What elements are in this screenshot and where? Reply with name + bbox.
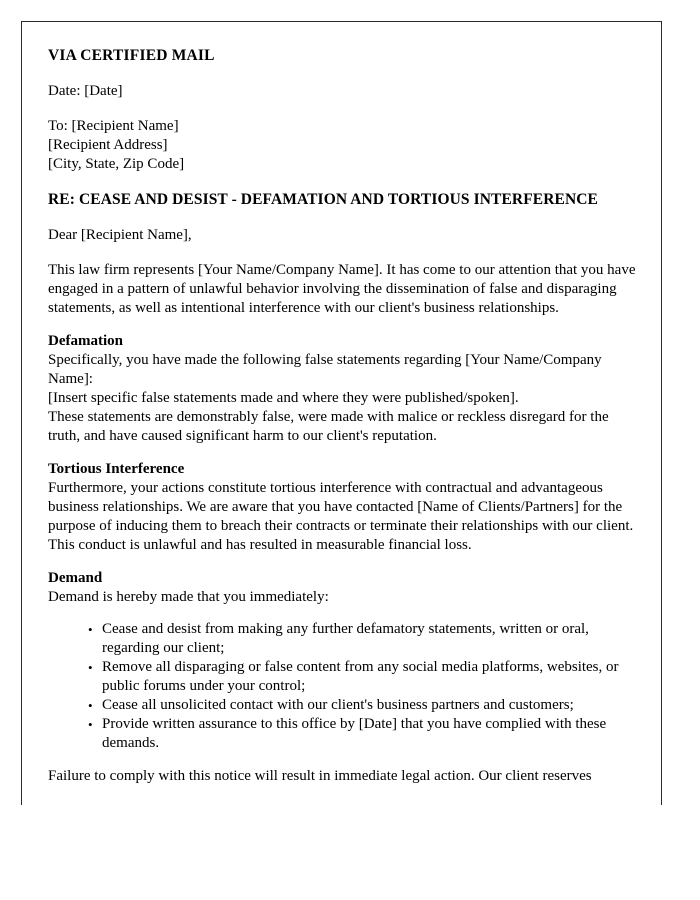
section-heading-tortious-interference: Tortious Interference: [48, 461, 185, 477]
closing-paragraph: Failure to comply with this notice will result in immediate legal action. Our client reserves: [48, 768, 592, 784]
date-line: Date: [Date]: [48, 83, 123, 99]
list-item: • Cease and desist from making any further defamatory statements, written or oral, regarding our client;: [88, 620, 636, 658]
delivery-method-heading: VIA CERTIFIED MAIL: [48, 47, 215, 64]
demand-list: [48, 620, 636, 753]
subject-re-line: RE: CEASE AND DESIST - DEFAMATION AND TORTIOUS INTERFERENCE: [48, 191, 598, 208]
section-body-defamation: Specifically, you have made the following false statements regarding [Your Name/Company Name]: [Insert specific false statements made and where they were published/spoken]. These statements are demonstrably false, were made with malice or reckless disregard for the truth, and have caused significant harm to our client's reputation.: [48, 352, 609, 444]
document-page: [21, 21, 662, 805]
recipient-address-block: [48, 117, 636, 174]
document-body: [48, 46, 636, 786]
list-item: • Cease all unsolicited contact with our client's business partners and customers;: [88, 696, 636, 715]
recipient-city-state-zip-line: [City, State, Zip Code]: [48, 156, 185, 172]
section-tortious-interference: [48, 460, 636, 555]
section-demand: [48, 569, 636, 607]
section-body-tortious-interference: Furthermore, your actions constitute tortious interference with contractual and advantageous business relationships. We are aware that you have contacted [Name of Clients/Partners] for the purpose of inducing them to breach their contracts or terminate their relationships with our client. This conduct is unlawful and has resulted in measurable financial loss.: [48, 480, 634, 553]
salutation-line: Dear [Recipient Name],: [48, 227, 192, 243]
list-item: • Remove all disparaging or false content from any social media platforms, websites, or public forums under your control;: [88, 658, 636, 696]
list-item: • Provide written assurance to this office by [Date] that you have complied with these demands.: [88, 715, 636, 753]
recipient-street-line: [Recipient Address]: [48, 137, 168, 153]
section-heading-demand: Demand: [48, 570, 103, 586]
section-body-demand: Demand is hereby made that you immediately:: [48, 589, 329, 605]
recipient-name-line: To: [Recipient Name]: [48, 118, 179, 134]
introduction-paragraph: This law firm represents [Your Name/Company Name]. It has come to our attention that you have engaged in a pattern of unlawful behavior involving the dissemination of false and disparaging statements, as well as intentional interference with our client's business relationships.: [48, 262, 636, 316]
section-defamation: [48, 332, 636, 446]
section-heading-defamation: Defamation: [48, 333, 123, 349]
